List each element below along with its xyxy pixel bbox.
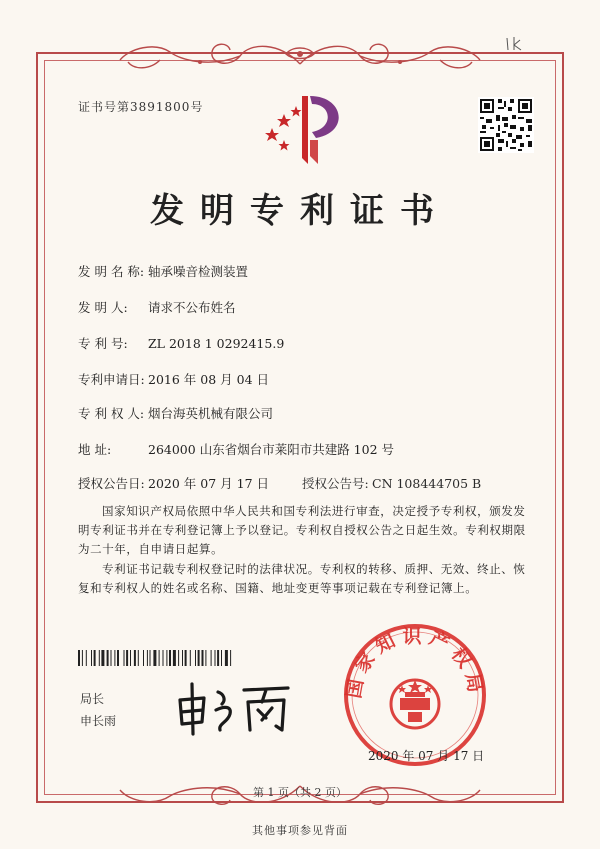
- grant-no-value: CN 108444705 B: [372, 476, 482, 491]
- invention-name-value: 轴承噪音检测装置: [148, 264, 249, 279]
- qr-code: [478, 97, 534, 153]
- patent-no-label: 专 利 号:: [78, 336, 128, 351]
- field-inventor: [78, 298, 236, 316]
- filing-date-value: 2016 年 08 月 04 日: [148, 372, 269, 387]
- director-name: 申长雨: [80, 714, 117, 728]
- field-patentee: [78, 404, 273, 422]
- inventor-label: 发 明 人:: [78, 300, 128, 315]
- grant-date-label: 授权公告日:: [78, 476, 145, 491]
- inventor-value: 请求不公布姓名: [148, 300, 236, 315]
- paragraph-legal-status: 专利证书记载专利权登记时的法律状况。专利权的转移、质押、无效、终止、恢复和专利权人的姓名或名称、国籍、地址变更等事项记载在专利登记簿上。: [78, 562, 526, 595]
- certificate-title: 发明专利证书: [150, 191, 450, 231]
- top-ornament: [100, 34, 500, 78]
- paragraph-grant-statement: 国家知识产权局依照中华人民共和国专利法进行审查，决定授予专利权，颁发发明专利证书并在专利登记簿上予以登记。专利权自授权公告之日起生效。专利权期限为二十年，自申请日起算。: [78, 504, 526, 556]
- field-grant-no: [302, 474, 481, 492]
- field-filing-date: [78, 370, 269, 388]
- footer-note: 其他事项参见背面: [252, 824, 348, 837]
- grant-no-label: 授权公告号:: [302, 476, 369, 491]
- seal-date: 2020 年 07 月 17 日: [368, 749, 485, 763]
- address-value: 264000 山东省烟台市莱阳市共建路 102 号: [148, 442, 394, 457]
- address-label: 地 址:: [78, 442, 112, 457]
- patentee-value: 烟台海英机械有限公司: [148, 406, 274, 421]
- director-signature: [170, 672, 300, 742]
- seal-text: 国家知识产权局: [342, 625, 488, 700]
- certificate-number: 证书号第3891800号: [78, 100, 204, 114]
- director-title: 局长: [80, 692, 105, 706]
- barcode: [78, 650, 276, 666]
- handwritten-mark: [504, 36, 526, 52]
- field-patent-no: [78, 334, 284, 352]
- invention-name-label: 发 明 名 称:: [78, 264, 145, 279]
- field-grant-date: [78, 474, 269, 492]
- patentee-label: 专 利 权 人:: [78, 406, 145, 421]
- grant-date-value: 2020 年 07 月 17 日: [148, 476, 269, 491]
- cnipa-logo: [258, 88, 354, 168]
- patent-no-value: ZL 2018 1 0292415.9: [148, 336, 285, 351]
- field-address: [78, 440, 394, 458]
- page-number: 第 1 页（共 2 页）: [253, 786, 347, 799]
- filing-date-label: 专利申请日:: [78, 372, 145, 387]
- field-invention-name: [78, 262, 248, 280]
